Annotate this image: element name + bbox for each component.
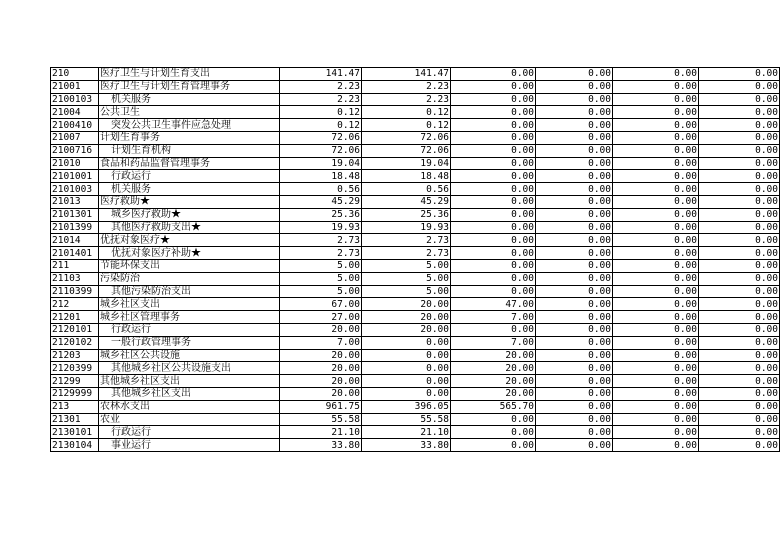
table-row: [51, 119, 780, 132]
table-row: [51, 93, 780, 106]
cell-code: 212: [51, 298, 99, 311]
cell-col4: 0.00: [536, 298, 613, 311]
cell-code: 2130101: [51, 426, 99, 439]
cell-name: 行政运行: [99, 426, 280, 439]
cell-name: 其他城乡社区支出: [99, 375, 280, 388]
cell-col5: 0.00: [613, 195, 699, 208]
table-row: [51, 157, 780, 170]
cell-col5: 0.00: [613, 80, 699, 93]
cell-name: 城乡社区支出: [99, 298, 280, 311]
cell-col6: 0.00: [699, 349, 780, 362]
cell-code: 2101001: [51, 170, 99, 183]
cell-code: 213: [51, 400, 99, 413]
cell-project: 20.00: [451, 349, 536, 362]
cell-col4: 0.00: [536, 119, 613, 132]
cell-project: 0.00: [451, 119, 536, 132]
cell-code: 2100103: [51, 93, 99, 106]
cell-name: 食品和药品监督管理事务: [99, 157, 280, 170]
cell-col6: 0.00: [699, 221, 780, 234]
cell-basic: 0.12: [362, 106, 451, 119]
table-row: [51, 208, 780, 221]
cell-col5: 0.00: [613, 131, 699, 144]
cell-name: 优抚对象医疗补助★: [99, 247, 280, 260]
cell-basic: 20.00: [362, 311, 451, 324]
cell-code: 21013: [51, 195, 99, 208]
cell-total: 67.00: [280, 298, 362, 311]
cell-col6: 0.00: [699, 439, 780, 452]
cell-total: 20.00: [280, 387, 362, 400]
cell-col4: 0.00: [536, 413, 613, 426]
cell-name: 行政运行: [99, 323, 280, 336]
cell-code: 2101003: [51, 183, 99, 196]
cell-col4: 0.00: [536, 285, 613, 298]
cell-col4: 0.00: [536, 131, 613, 144]
cell-name: 污染防治: [99, 272, 280, 285]
cell-basic: 72.06: [362, 144, 451, 157]
cell-col5: 0.00: [613, 106, 699, 119]
cell-col6: 0.00: [699, 259, 780, 272]
cell-col5: 0.00: [613, 311, 699, 324]
cell-project: 0.00: [451, 285, 536, 298]
cell-name: 突发公共卫生事件应急处理: [99, 119, 280, 132]
cell-code: 2101401: [51, 247, 99, 260]
cell-basic: 55.58: [362, 413, 451, 426]
table-row: [51, 68, 780, 81]
cell-project: 0.00: [451, 208, 536, 221]
cell-total: 19.93: [280, 221, 362, 234]
cell-total: 5.00: [280, 259, 362, 272]
cell-basic: 5.00: [362, 259, 451, 272]
cell-col4: 0.00: [536, 362, 613, 375]
cell-basic: 2.23: [362, 93, 451, 106]
table-row: [51, 439, 780, 452]
table-row: [51, 362, 780, 375]
cell-col5: 0.00: [613, 362, 699, 375]
cell-col6: 0.00: [699, 336, 780, 349]
cell-name: 事业运行: [99, 439, 280, 452]
table-row: [51, 413, 780, 426]
cell-col5: 0.00: [613, 285, 699, 298]
cell-total: 20.00: [280, 323, 362, 336]
cell-col6: 0.00: [699, 144, 780, 157]
cell-total: 5.00: [280, 272, 362, 285]
cell-total: 141.47: [280, 68, 362, 81]
cell-name: 其他城乡社区支出: [99, 387, 280, 400]
cell-project: 0.00: [451, 68, 536, 81]
cell-name: 医疗卫生与计划生育管理事务: [99, 80, 280, 93]
cell-col4: 0.00: [536, 93, 613, 106]
cell-name: 农林水支出: [99, 400, 280, 413]
cell-basic: 5.00: [362, 272, 451, 285]
cell-project: 20.00: [451, 387, 536, 400]
cell-total: 21.10: [280, 426, 362, 439]
cell-basic: 0.00: [362, 336, 451, 349]
cell-total: 25.36: [280, 208, 362, 221]
cell-project: 0.00: [451, 131, 536, 144]
cell-total: 2.23: [280, 80, 362, 93]
cell-col5: 0.00: [613, 221, 699, 234]
cell-total: 5.00: [280, 285, 362, 298]
cell-col5: 0.00: [613, 208, 699, 221]
cell-col6: 0.00: [699, 311, 780, 324]
cell-code: 210: [51, 68, 99, 81]
cell-total: 55.58: [280, 413, 362, 426]
cell-total: 20.00: [280, 362, 362, 375]
cell-col6: 0.00: [699, 106, 780, 119]
cell-basic: 0.00: [362, 349, 451, 362]
cell-col5: 0.00: [613, 119, 699, 132]
cell-basic: 2.73: [362, 234, 451, 247]
cell-project: 20.00: [451, 375, 536, 388]
cell-project: 0.00: [451, 106, 536, 119]
cell-project: 0.00: [451, 272, 536, 285]
cell-code: 211: [51, 259, 99, 272]
table-row: [51, 323, 780, 336]
cell-col4: 0.00: [536, 259, 613, 272]
cell-col6: 0.00: [699, 80, 780, 93]
cell-project: 0.00: [451, 259, 536, 272]
cell-project: 0.00: [451, 80, 536, 93]
cell-col4: 0.00: [536, 157, 613, 170]
cell-code: 21299: [51, 375, 99, 388]
cell-name: 公共卫生: [99, 106, 280, 119]
cell-col5: 0.00: [613, 93, 699, 106]
cell-code: 21001: [51, 80, 99, 93]
cell-project: 7.00: [451, 311, 536, 324]
cell-col4: 0.00: [536, 400, 613, 413]
cell-code: 2100716: [51, 144, 99, 157]
cell-code: 2120101: [51, 323, 99, 336]
table-row: [51, 298, 780, 311]
cell-name: 医疗卫生与计划生育支出: [99, 68, 280, 81]
cell-basic: 0.00: [362, 387, 451, 400]
cell-basic: 25.36: [362, 208, 451, 221]
cell-col4: 0.00: [536, 144, 613, 157]
cell-col5: 0.00: [613, 183, 699, 196]
cell-project: 0.00: [451, 413, 536, 426]
cell-basic: 5.00: [362, 285, 451, 298]
table-row: [51, 247, 780, 260]
cell-total: 45.29: [280, 195, 362, 208]
cell-col5: 0.00: [613, 413, 699, 426]
cell-col6: 0.00: [699, 375, 780, 388]
cell-project: 0.00: [451, 439, 536, 452]
cell-basic: 2.73: [362, 247, 451, 260]
cell-code: 21203: [51, 349, 99, 362]
cell-col5: 0.00: [613, 323, 699, 336]
cell-basic: 0.00: [362, 362, 451, 375]
budget-table: [50, 67, 780, 452]
cell-total: 27.00: [280, 311, 362, 324]
cell-basic: 72.06: [362, 131, 451, 144]
cell-basic: 0.56: [362, 183, 451, 196]
cell-code: 2100410: [51, 119, 99, 132]
cell-project: 7.00: [451, 336, 536, 349]
cell-project: 0.00: [451, 195, 536, 208]
cell-total: 19.04: [280, 157, 362, 170]
cell-col6: 0.00: [699, 195, 780, 208]
table-row: [51, 259, 780, 272]
cell-col6: 0.00: [699, 272, 780, 285]
cell-project: 0.00: [451, 426, 536, 439]
cell-project: 0.00: [451, 247, 536, 260]
cell-project: 565.70: [451, 400, 536, 413]
cell-col4: 0.00: [536, 336, 613, 349]
cell-col5: 0.00: [613, 157, 699, 170]
cell-basic: 19.04: [362, 157, 451, 170]
cell-col5: 0.00: [613, 259, 699, 272]
cell-project: 0.00: [451, 183, 536, 196]
cell-col4: 0.00: [536, 311, 613, 324]
cell-col5: 0.00: [613, 387, 699, 400]
cell-code: 21004: [51, 106, 99, 119]
cell-col5: 0.00: [613, 170, 699, 183]
table-row: [51, 336, 780, 349]
cell-project: 0.00: [451, 144, 536, 157]
cell-basic: 18.48: [362, 170, 451, 183]
table-row: [51, 349, 780, 362]
cell-name: 行政运行: [99, 170, 280, 183]
cell-col6: 0.00: [699, 170, 780, 183]
cell-col6: 0.00: [699, 119, 780, 132]
cell-project: 0.00: [451, 93, 536, 106]
cell-code: 21010: [51, 157, 99, 170]
cell-col6: 0.00: [699, 413, 780, 426]
cell-total: 72.06: [280, 144, 362, 157]
cell-total: 20.00: [280, 349, 362, 362]
cell-name: 农业: [99, 413, 280, 426]
cell-total: 7.00: [280, 336, 362, 349]
table-row: [51, 170, 780, 183]
cell-col6: 0.00: [699, 400, 780, 413]
cell-name: 一般行政管理事务: [99, 336, 280, 349]
cell-col6: 0.00: [699, 285, 780, 298]
cell-basic: 141.47: [362, 68, 451, 81]
cell-total: 2.73: [280, 234, 362, 247]
cell-col6: 0.00: [699, 68, 780, 81]
cell-basic: 396.05: [362, 400, 451, 413]
cell-total: 18.48: [280, 170, 362, 183]
table-row: [51, 272, 780, 285]
table-row: [51, 183, 780, 196]
cell-col4: 0.00: [536, 208, 613, 221]
cell-col6: 0.00: [699, 247, 780, 260]
cell-col5: 0.00: [613, 247, 699, 260]
cell-col6: 0.00: [699, 183, 780, 196]
table-row: [51, 80, 780, 93]
cell-name: 计划生育事务: [99, 131, 280, 144]
cell-col5: 0.00: [613, 298, 699, 311]
cell-col5: 0.00: [613, 349, 699, 362]
cell-col4: 0.00: [536, 106, 613, 119]
cell-total: 961.75: [280, 400, 362, 413]
cell-col5: 0.00: [613, 272, 699, 285]
cell-col6: 0.00: [699, 93, 780, 106]
table-row: [51, 311, 780, 324]
cell-project: 0.00: [451, 323, 536, 336]
cell-col4: 0.00: [536, 387, 613, 400]
cell-col4: 0.00: [536, 439, 613, 452]
cell-project: 47.00: [451, 298, 536, 311]
cell-col5: 0.00: [613, 336, 699, 349]
cell-code: 2101301: [51, 208, 99, 221]
table-row: [51, 387, 780, 400]
cell-total: 0.12: [280, 106, 362, 119]
cell-name: 其他城乡社区公共设施支出: [99, 362, 280, 375]
cell-col5: 0.00: [613, 68, 699, 81]
cell-col6: 0.00: [699, 426, 780, 439]
cell-name: 城乡社区公共设施: [99, 349, 280, 362]
cell-col4: 0.00: [536, 247, 613, 260]
cell-name: 医疗救助★: [99, 195, 280, 208]
cell-col4: 0.00: [536, 195, 613, 208]
cell-basic: 45.29: [362, 195, 451, 208]
cell-name: 其他医疗救助支出★: [99, 221, 280, 234]
cell-project: 20.00: [451, 362, 536, 375]
cell-col5: 0.00: [613, 400, 699, 413]
cell-col6: 0.00: [699, 387, 780, 400]
cell-col4: 0.00: [536, 323, 613, 336]
cell-name: 城乡社区管理事务: [99, 311, 280, 324]
cell-col4: 0.00: [536, 234, 613, 247]
cell-code: 21103: [51, 272, 99, 285]
table-row: [51, 106, 780, 119]
cell-col4: 0.00: [536, 221, 613, 234]
cell-code: 21007: [51, 131, 99, 144]
cell-total: 0.56: [280, 183, 362, 196]
cell-name: 其他污染防治支出: [99, 285, 280, 298]
cell-total: 2.73: [280, 247, 362, 260]
cell-project: 0.00: [451, 170, 536, 183]
cell-col6: 0.00: [699, 131, 780, 144]
cell-col6: 0.00: [699, 157, 780, 170]
cell-name: 机关服务: [99, 93, 280, 106]
cell-project: 0.00: [451, 157, 536, 170]
table-row: [51, 375, 780, 388]
cell-basic: 33.80: [362, 439, 451, 452]
cell-col4: 0.00: [536, 80, 613, 93]
cell-project: 0.00: [451, 221, 536, 234]
table-row: [51, 234, 780, 247]
cell-col5: 0.00: [613, 144, 699, 157]
cell-total: 20.00: [280, 375, 362, 388]
table-row: [51, 131, 780, 144]
cell-col4: 0.00: [536, 349, 613, 362]
cell-col4: 0.00: [536, 170, 613, 183]
cell-project: 0.00: [451, 234, 536, 247]
cell-code: 2120102: [51, 336, 99, 349]
cell-col4: 0.00: [536, 68, 613, 81]
table-body: [51, 68, 780, 452]
cell-col5: 0.00: [613, 439, 699, 452]
cell-total: 0.12: [280, 119, 362, 132]
cell-col6: 0.00: [699, 298, 780, 311]
table-row: [51, 144, 780, 157]
cell-col5: 0.00: [613, 234, 699, 247]
cell-name: 节能环保支出: [99, 259, 280, 272]
cell-col6: 0.00: [699, 208, 780, 221]
cell-basic: 20.00: [362, 298, 451, 311]
cell-code: 21014: [51, 234, 99, 247]
table-row: [51, 221, 780, 234]
cell-code: 2130104: [51, 439, 99, 452]
cell-code: 2129999: [51, 387, 99, 400]
cell-name: 优抚对象医疗★: [99, 234, 280, 247]
cell-name: 城乡医疗救助★: [99, 208, 280, 221]
cell-col4: 0.00: [536, 272, 613, 285]
cell-col4: 0.00: [536, 375, 613, 388]
cell-code: 2110399: [51, 285, 99, 298]
cell-col6: 0.00: [699, 362, 780, 375]
cell-name: 计划生育机构: [99, 144, 280, 157]
cell-total: 2.23: [280, 93, 362, 106]
cell-col5: 0.00: [613, 375, 699, 388]
table-row: [51, 195, 780, 208]
cell-name: 机关服务: [99, 183, 280, 196]
cell-code: 21301: [51, 413, 99, 426]
cell-basic: 0.12: [362, 119, 451, 132]
cell-code: 2101399: [51, 221, 99, 234]
cell-basic: 0.00: [362, 375, 451, 388]
cell-total: 33.80: [280, 439, 362, 452]
cell-code: 2120399: [51, 362, 99, 375]
cell-basic: 21.10: [362, 426, 451, 439]
table-row: [51, 426, 780, 439]
cell-basic: 2.23: [362, 80, 451, 93]
table-row: [51, 285, 780, 298]
cell-total: 72.06: [280, 131, 362, 144]
cell-col5: 0.00: [613, 426, 699, 439]
table-row: [51, 400, 780, 413]
cell-col4: 0.00: [536, 426, 613, 439]
cell-code: 21201: [51, 311, 99, 324]
cell-col6: 0.00: [699, 234, 780, 247]
cell-col6: 0.00: [699, 323, 780, 336]
cell-basic: 19.93: [362, 221, 451, 234]
cell-col4: 0.00: [536, 183, 613, 196]
cell-basic: 20.00: [362, 323, 451, 336]
